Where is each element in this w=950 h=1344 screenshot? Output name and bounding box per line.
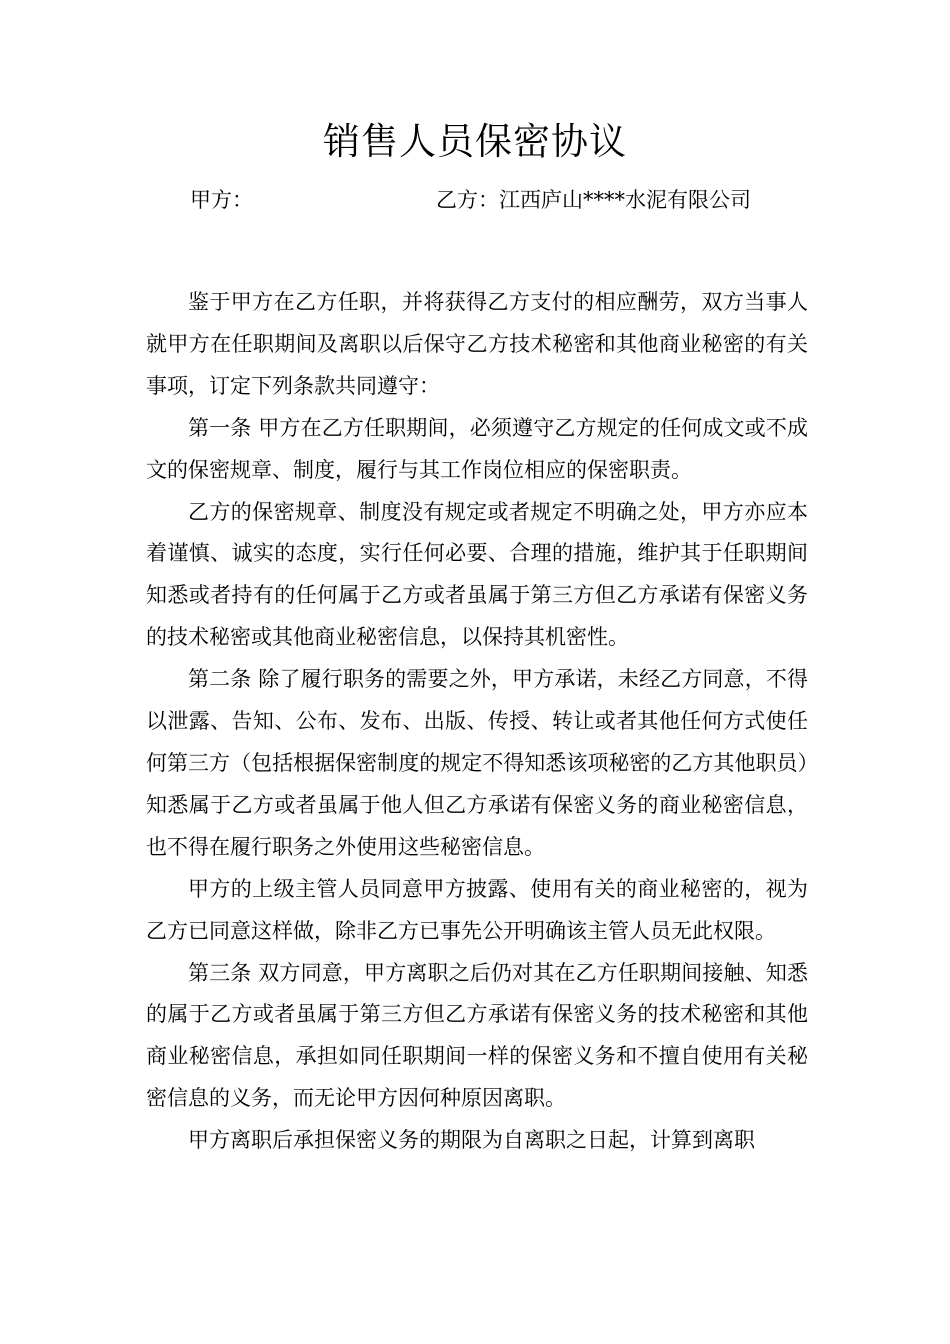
party-b-label: 乙方：江西庐山****水泥有限公司: [436, 188, 751, 212]
paragraph-article-1: 第一条 甲方在乙方任职期间，必须遵守乙方规定的任何成文或不成文的保密规章、制度，履行与其工作岗位相应的保密职责。: [146, 415, 808, 482]
paragraph-preamble: 鉴于甲方在乙方任职，并将获得乙方支付的相应酬劳，双方当事人就甲方在任职期间及离职以后保守乙方技术秘密和其他商业秘密的有关事项，订定下列条款共同遵守：: [146, 290, 808, 398]
paragraph-article-2-supplement: 甲方的上级主管人员同意甲方披露、使用有关的商业秘密的，视为乙方已同意这样做，除非乙方已事先公开明确该主管人员无此权限。: [146, 876, 808, 943]
document-title: 销售人员保密协议: [323, 120, 627, 163]
paragraph-article-3-term: 甲方离职后承担保密义务的期限为自离职之日起，计算到离职: [188, 1128, 755, 1153]
party-a-label: 甲方：: [190, 188, 253, 212]
paragraph-article-3: 第三条 双方同意，甲方离职之后仍对其在乙方任职期间接触、知悉的属于乙方或者虽属于第三方但乙方承诺有保密义务的技术秘密和其他商业秘密信息，承担如同任职期间一样的保密义务和不擅自使用有关秘密信息的义务，而无论甲方因何种原因离职。: [146, 960, 808, 1111]
paragraph-article-2: 第二条 除了履行职务的需要之外，甲方承诺，未经乙方同意，不得以泄露、告知、公布、发布、出版、传授、转让或者其他任何方式使任何第三方（包括根据保密制度的规定不得知悉该项秘密的乙方其他职员）知悉属于乙方或者虽属于他人但乙方承诺有保密义务的商业秘密信息，也不得在履行职务之外使用这些秘密信息。: [146, 667, 808, 859]
paragraph-article-1-supplement: 乙方的保密规章、制度没有规定或者规定不明确之处，甲方亦应本着谨慎、诚实的态度，实行任何必要、合理的措施，维护其于任职期间知悉或者持有的任何属于乙方或者虽属于第三方但乙方承诺有保密义务的技术秘密或其他商业秘密信息，以保持其机密性。: [146, 499, 808, 650]
document-body: [146, 282, 808, 1162]
